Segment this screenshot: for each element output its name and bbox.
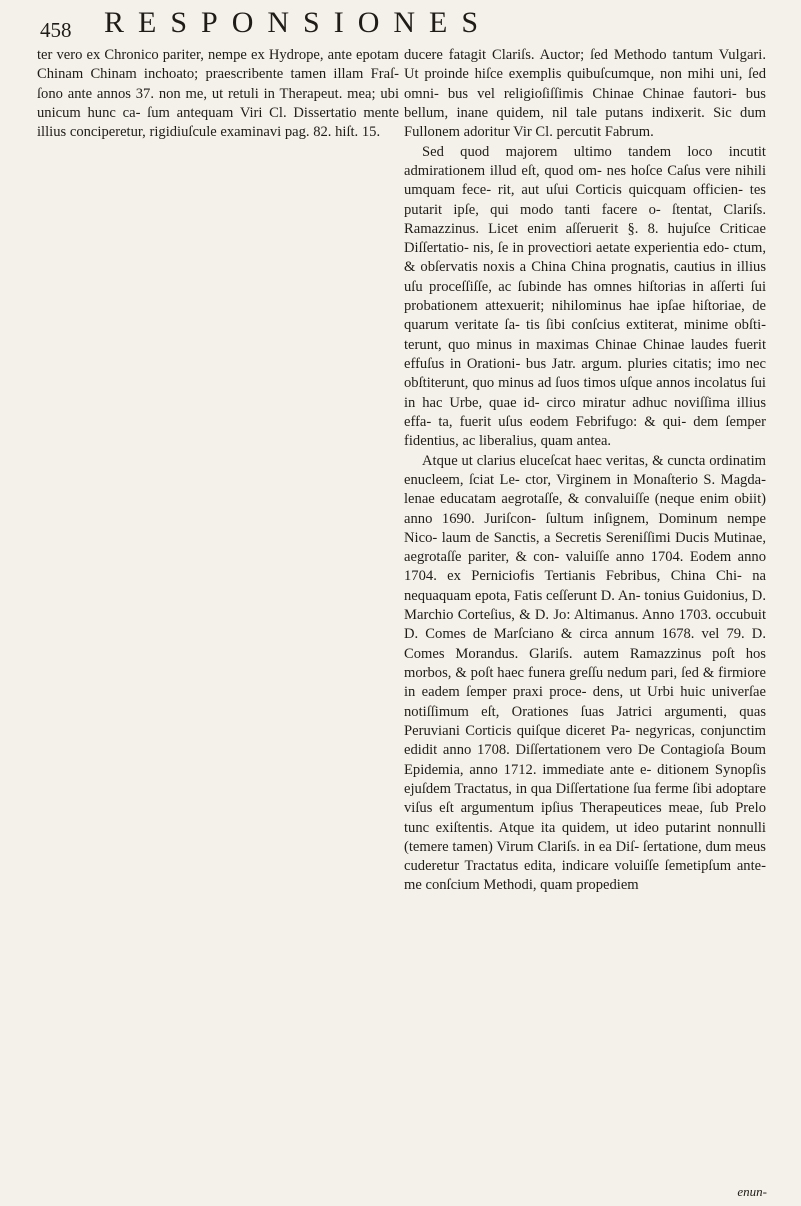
right-column <box>404 46 766 1196</box>
right-paragraph-1: ducere fatagit Clariſs. Auctor; ſed Methodo tantum Vulgari. Ut proinde hiſce exemplis quibuſcumque, non mihi uni, ſed omni- bus vel religioſiſſimis Chinae Chinae fautori- bus bellum, inane quidem, nil tale putans indixerit. Sic dum Fullonem adoritur Vir Cl. percutit Fabrum. <box>404 47 766 141</box>
right-paragraph-2: Sed quod majorem ultimo tandem loco incutit admirationem illud eſt, quod om- nes hoſce Caſus vere nihili umquam fece- rit, aut uſui Corticis quicquam officien- tes putarit ipſe, qui modo tanti facere o- ſtentat, Clariſs. Ramazzinus. Licet enim aſſeruerit §. 8. hujuſce Criticae Diſſertatio- nis, ſe in provectiori aetate experientia edo- ctum, & obſervatis noxis a China China prognatis, cautius in illius uſu proceſſiſſe, ac ſubinde has omnes hiſtorias in aſſerti ſui probationem attexuerit; nihilominus hae ipſae hiſtoriae, de quarum veritate ſa- tis ſibi conſcius extiterat, minime obſti- terunt, quo minus in maximas Chinae Chinae laudes fuerit effuſus in Orationi- bus Jatr. argum. pluries citatis; imo nec obſtiterunt, quo minus ad ſuos timos uſque annos incolatus ſui in hac Urbe, quae id- circo miratur adhuc noviſſima illius effa- ta, fuerit uſus eodem Febrifugo: & qui- dem ſemper fidentius, ac liberalius, quam antea. <box>404 143 766 450</box>
right-paragraph-3: Atque ut clarius eluceſcat haec veritas, & cuncta ordinatim enucleem, ſciat Le- ctor, Virginem in Monaſterio S. Magda- lenae educatam aegrotaſſe, & convaluiſſe (neque enim obiit) anno 1690. Juriſcon- ſultum inſignem, Dominum nempe Nico- laum de Sanctis, a Secretis Sereniſſimi Ducis Mutinae, aegrotaſſe pariter, & con- valuiſſe anno 1704. Eodem anno 1704. ex Perniciofis Tertianis Febribus, China Chi- na nequaquam epota, Fatis ceſſerunt D. An- tonius Guidonius, D. Marchio Corteſius, & D. Jo: Altimanus. Anno 1703. occubuit D. Comes de Marſciano & circa annum 1678. vel 79. D. Comes Morandus. Glariſs. autem Ramazzinus poſt hos morbos, & poſt haec funera greſſu nedum pari, ſed & firmiore in eadem ſemper praxi proce- dens, ut Urbi huic univerſae notiſſimum eſt, Orationes ſuas Jatrici argumenti, quas Peruviani Corticis quiſque diceret Pa- negyricas, conjunctim edidit anno 1708. Diſſertationem vero De Contagioſa Boum Epidemia, anno 1712. immediate ante e- ditionem Synopſis ejuſdem Tractatus, in qua Diſſertatione ſua ferme ſibi adoptare viſus eſt argumentum ipſius Therapeutices meae, ſub Prelo tunc exiſtentis. Atque ita quidem, ut ideo putarint nonnulli (temere tamen) Virum Clariſs. in ea Diſ- ſertatione, dum meus cuderetur Tractatus edita, indicare voluiſſe ſemetipſum ante- me conſcium Methodi, quam propediem <box>404 452 766 894</box>
running-head: RESPONSIONES <box>104 6 493 39</box>
left-paragraph-1: ter vero ex Chronico pariter, nempe ex Hydrope, ante epotam Chinam Chinam inchoato; praescribente tamen illam Fraſ- ſono ante annos 37. non me, ut retuli in Therapeut. mea; ubi unicum hunc ca- ſum antequam Viri Cl. Dissertatio mente illius conciperetur, rigidiuſcule examinavi pag. 82. hiſt. 15. <box>37 47 399 141</box>
page-header <box>40 0 780 44</box>
catchword: enun- <box>737 1184 767 1199</box>
page-number: 458 <box>40 18 72 42</box>
left-column <box>37 46 399 1196</box>
